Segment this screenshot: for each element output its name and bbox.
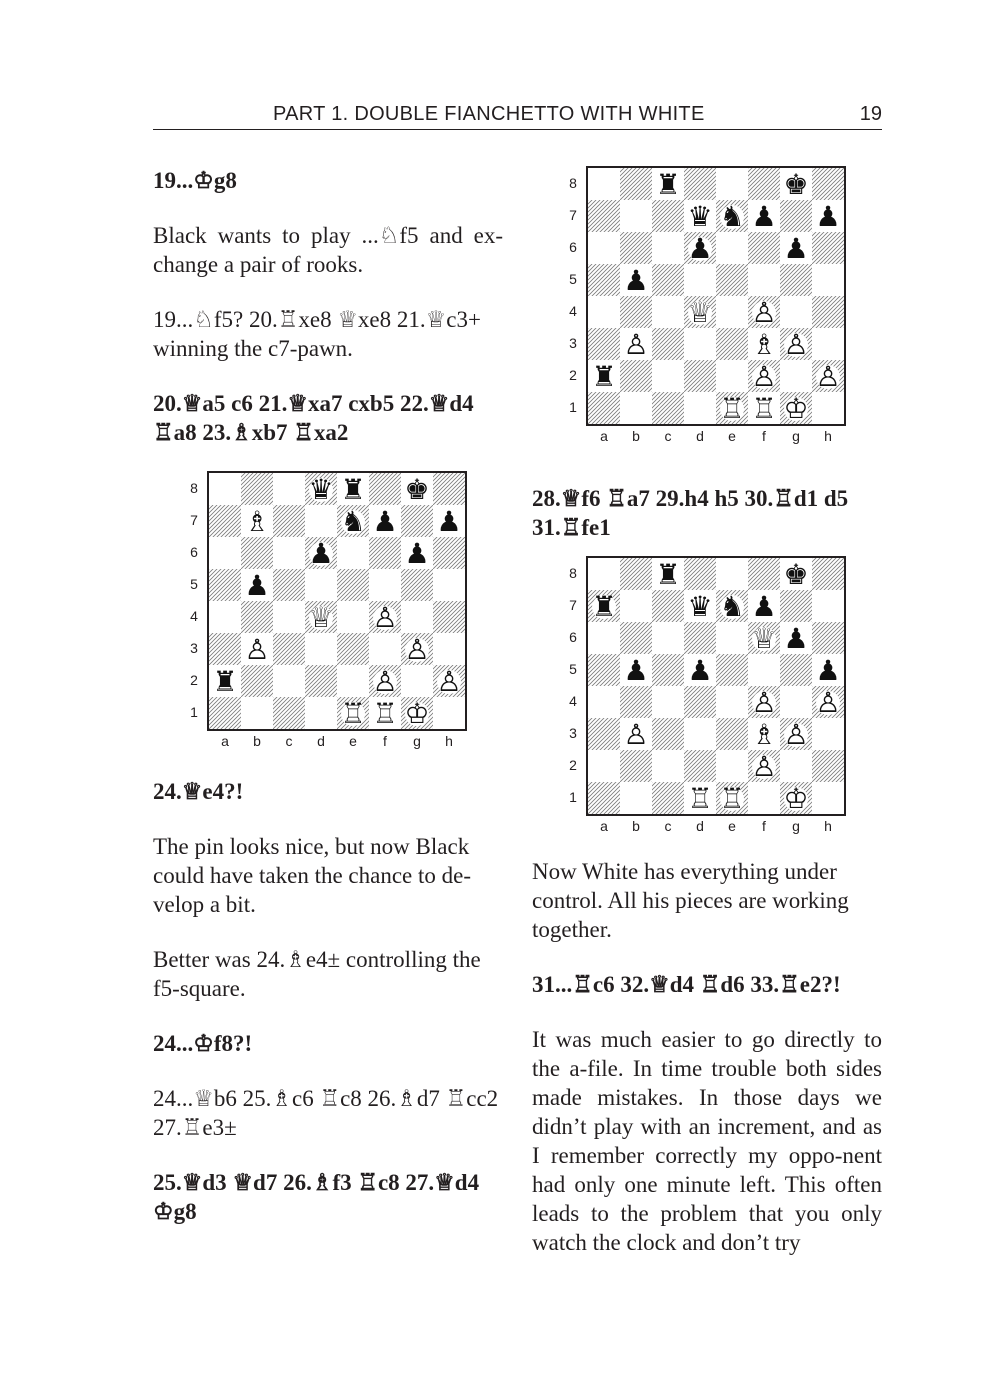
square-c1 (652, 392, 684, 424)
rank-label: 1 (190, 704, 198, 720)
square-h6 (812, 622, 844, 654)
square-a4 (588, 296, 620, 328)
piece-black-g6: ♟ (783, 622, 809, 655)
piece-black-b5: ♟ (623, 654, 649, 687)
file-label: h (824, 818, 832, 834)
square-h5 (433, 569, 465, 601)
file-label: f (383, 733, 387, 749)
piece-black-g6: ♟ (783, 232, 809, 265)
chessboard-svg (588, 168, 844, 424)
square-d6 (684, 622, 716, 654)
file-label: f (762, 818, 766, 834)
square-h3 (812, 718, 844, 750)
file-label: c (664, 818, 672, 834)
square-a3 (209, 633, 241, 665)
square-c8 (273, 473, 305, 505)
square-d2 (684, 360, 716, 392)
square-h3 (812, 328, 844, 360)
square-h1 (433, 697, 465, 729)
piece-black-h7: ♟ (815, 200, 841, 233)
move-heading: 19...♔g8 (153, 168, 237, 193)
square-h5 (812, 264, 844, 296)
square-h3 (433, 633, 465, 665)
square-f6 (748, 232, 780, 264)
file-label: g (413, 733, 421, 749)
square-e5 (337, 569, 369, 601)
square-e3 (716, 718, 748, 750)
piece-white-g1: ♔ (404, 697, 430, 729)
square-g7 (780, 200, 812, 232)
piece-white-g3: ♙ (783, 718, 809, 751)
square-g5 (780, 654, 812, 686)
chapter-title: PART 1. DOUBLE FIANCHETTO WITH WHITE (273, 103, 705, 125)
piece-black-e7: ♞ (719, 590, 745, 623)
piece-white-f2: ♙ (372, 665, 398, 698)
square-f5 (748, 264, 780, 296)
chess-diagram-3 (532, 542, 882, 857)
rank-label: 2 (190, 672, 198, 688)
square-a5 (588, 654, 620, 686)
square-e5 (716, 654, 748, 686)
square-f6 (369, 537, 401, 569)
file-label: c (285, 733, 293, 749)
rank-label: 4 (190, 608, 198, 624)
rank-label: 4 (569, 693, 577, 709)
square-d5 (684, 264, 716, 296)
rank-label: 1 (569, 399, 577, 415)
square-f5 (748, 654, 780, 686)
square-e6 (337, 537, 369, 569)
move-heading: 28.♕f6 ♖a7 29.h4 h5 30.♖d1 d5 31.♖fe1 (532, 486, 849, 540)
square-a5 (588, 264, 620, 296)
square-a7 (209, 505, 241, 537)
rank-label: 6 (569, 629, 577, 645)
move-heading: 24...♔f8?! (153, 1031, 253, 1056)
right-column (532, 166, 882, 1257)
square-e6 (716, 622, 748, 654)
square-h4 (812, 296, 844, 328)
rank-label: 8 (569, 565, 577, 581)
rank-label: 6 (569, 239, 577, 255)
square-b7 (620, 200, 652, 232)
chessboard (207, 471, 467, 731)
piece-white-g3: ♙ (783, 328, 809, 361)
piece-white-f6: ♕ (751, 622, 777, 655)
piece-white-e1: ♖ (340, 697, 366, 729)
file-label: h (445, 733, 453, 749)
paragraph: The pin looks nice, but now Black could have taken the chance to de-velop a bit. (153, 834, 472, 917)
square-a6 (209, 537, 241, 569)
square-e4 (337, 601, 369, 633)
square-b8 (620, 558, 652, 590)
rank-label: 7 (569, 207, 577, 223)
square-d1 (305, 697, 337, 729)
chessboard-svg (588, 558, 844, 814)
file-label: d (696, 818, 704, 834)
piece-black-d5: ♟ (687, 654, 713, 687)
rank-label: 3 (569, 725, 577, 741)
square-a3 (588, 718, 620, 750)
square-a8 (209, 473, 241, 505)
piece-white-f2: ♙ (751, 360, 777, 393)
file-label: b (253, 733, 261, 749)
square-a4 (209, 601, 241, 633)
rank-label: 7 (190, 512, 198, 528)
rank-label: 8 (569, 175, 577, 191)
square-c4 (652, 296, 684, 328)
file-label: a (600, 818, 608, 834)
square-e2 (716, 360, 748, 392)
piece-white-h2: ♙ (815, 360, 841, 393)
square-h8 (433, 473, 465, 505)
square-f1 (748, 782, 780, 814)
piece-black-d6: ♟ (687, 232, 713, 265)
square-c1 (652, 782, 684, 814)
running-header (153, 100, 882, 130)
square-a1 (209, 697, 241, 729)
piece-black-d8: ♛ (308, 473, 334, 506)
square-f8 (748, 168, 780, 200)
square-b2 (241, 665, 273, 697)
square-c3 (652, 328, 684, 360)
page-number: 19 (859, 103, 882, 125)
piece-white-f4: ♙ (372, 601, 398, 634)
square-e8 (716, 168, 748, 200)
square-f5 (369, 569, 401, 601)
square-g4 (780, 686, 812, 718)
square-g5 (780, 264, 812, 296)
square-g7 (780, 590, 812, 622)
square-e3 (337, 633, 369, 665)
square-d2 (305, 665, 337, 697)
square-b4 (620, 296, 652, 328)
square-b6 (241, 537, 273, 569)
piece-white-f4: ♙ (751, 296, 777, 329)
piece-black-c8: ♜ (655, 168, 681, 201)
square-c2 (652, 360, 684, 392)
square-e5 (716, 264, 748, 296)
square-g2 (780, 360, 812, 392)
square-h8 (812, 558, 844, 590)
square-d3 (305, 633, 337, 665)
square-e2 (716, 750, 748, 782)
square-c3 (273, 633, 305, 665)
square-c6 (652, 232, 684, 264)
piece-white-b3: ♙ (244, 633, 270, 666)
square-b7 (620, 590, 652, 622)
square-c5 (273, 569, 305, 601)
square-d5 (305, 569, 337, 601)
piece-white-f1: ♖ (751, 392, 777, 424)
square-h8 (812, 168, 844, 200)
file-label: d (317, 733, 325, 749)
file-label: a (221, 733, 229, 749)
piece-white-g3: ♙ (404, 633, 430, 666)
piece-white-f3: ♗ (751, 718, 777, 751)
rank-label: 7 (569, 597, 577, 613)
square-d3 (684, 718, 716, 750)
move-heading: 25.♕d3 ♕d7 26.♗f3 ♖c8 27.♕d4 ♔g8 (153, 1170, 480, 1224)
square-h6 (812, 232, 844, 264)
file-label: d (696, 428, 704, 444)
file-label: g (792, 428, 800, 444)
square-b4 (241, 601, 273, 633)
piece-black-e7: ♞ (719, 200, 745, 233)
square-d7 (305, 505, 337, 537)
square-h1 (812, 782, 844, 814)
piece-white-h2: ♙ (436, 665, 462, 698)
piece-black-h5: ♟ (815, 654, 841, 687)
square-d2 (684, 750, 716, 782)
piece-black-c8: ♜ (655, 558, 681, 591)
piece-white-g1: ♔ (783, 392, 809, 424)
square-c5 (652, 654, 684, 686)
file-label: c (664, 428, 672, 444)
piece-black-g8: ♚ (404, 473, 430, 506)
piece-black-f7: ♟ (372, 505, 398, 538)
piece-white-d4: ♕ (308, 601, 334, 634)
piece-black-e8: ♜ (340, 473, 366, 506)
piece-black-g8: ♚ (783, 558, 809, 591)
file-label: b (632, 818, 640, 834)
square-a8 (588, 168, 620, 200)
square-d3 (684, 328, 716, 360)
move-heading: 24.♕e4?! (153, 779, 244, 804)
square-f8 (748, 558, 780, 590)
piece-black-h7: ♟ (436, 505, 462, 538)
file-label: b (632, 428, 640, 444)
file-label: f (762, 428, 766, 444)
square-c2 (273, 665, 305, 697)
square-g2 (401, 665, 433, 697)
square-e4 (716, 686, 748, 718)
square-c3 (652, 718, 684, 750)
piece-black-e7: ♞ (340, 505, 366, 538)
square-c1 (273, 697, 305, 729)
file-label: h (824, 428, 832, 444)
square-b2 (620, 750, 652, 782)
square-a2 (588, 750, 620, 782)
piece-black-a7: ♜ (591, 590, 617, 623)
rank-label: 3 (190, 640, 198, 656)
square-h1 (812, 392, 844, 424)
piece-white-f1: ♖ (372, 697, 398, 729)
piece-black-f7: ♟ (751, 590, 777, 623)
piece-white-f3: ♗ (751, 328, 777, 361)
square-a8 (588, 558, 620, 590)
piece-black-g6: ♟ (404, 537, 430, 570)
piece-white-b3: ♙ (623, 328, 649, 361)
square-d8 (684, 558, 716, 590)
square-c4 (273, 601, 305, 633)
square-h4 (433, 601, 465, 633)
piece-white-e1: ♖ (719, 782, 745, 814)
square-b1 (620, 782, 652, 814)
piece-white-b3: ♙ (623, 718, 649, 751)
file-label: e (728, 818, 736, 834)
piece-black-a2: ♜ (212, 665, 238, 698)
square-h7 (812, 590, 844, 622)
square-c7 (273, 505, 305, 537)
square-b1 (241, 697, 273, 729)
rank-label: 8 (190, 480, 198, 496)
rank-label: 5 (190, 576, 198, 592)
square-c5 (652, 264, 684, 296)
square-c7 (652, 590, 684, 622)
chessboard (586, 556, 846, 816)
square-e2 (337, 665, 369, 697)
rank-label: 5 (569, 661, 577, 677)
piece-white-h4: ♙ (815, 686, 841, 719)
square-b6 (620, 622, 652, 654)
square-g7 (401, 505, 433, 537)
square-h2 (812, 750, 844, 782)
square-b4 (620, 686, 652, 718)
square-c2 (652, 750, 684, 782)
chess-diagram-1 (153, 447, 503, 777)
square-g4 (401, 601, 433, 633)
square-f8 (369, 473, 401, 505)
square-g5 (401, 569, 433, 601)
piece-black-a2: ♜ (591, 360, 617, 393)
variation: 19...♘f5? 20.♖xe8 ♕xe8 21.♕c3+ winning the c7-pawn. (153, 307, 481, 361)
piece-black-f7: ♟ (751, 200, 777, 233)
variation: 24...♕b6 25.♗c6 ♖c8 26.♗d7 ♖cc2 27.♖e3± (153, 1086, 499, 1140)
piece-black-g8: ♚ (783, 168, 809, 201)
square-b2 (620, 360, 652, 392)
piece-white-e1: ♖ (719, 392, 745, 424)
move-heading: 31...♖c6 32.♕d4 ♖d6 33.♖e2?! (532, 972, 841, 997)
chess-diagram-2 (532, 166, 882, 484)
piece-black-b5: ♟ (623, 264, 649, 297)
paragraph: Better was 24.♗e4± controlling the f5-square. (153, 947, 481, 1001)
piece-white-f2: ♙ (751, 750, 777, 783)
piece-white-b7: ♗ (244, 505, 270, 538)
square-a1 (588, 782, 620, 814)
square-b1 (620, 392, 652, 424)
paragraph: Now White has everything under control. All his pieces are working together. (532, 859, 849, 942)
piece-black-b5: ♟ (244, 569, 270, 602)
rank-label: 2 (569, 367, 577, 383)
square-c7 (652, 200, 684, 232)
square-a4 (588, 686, 620, 718)
square-b6 (620, 232, 652, 264)
square-e8 (716, 558, 748, 590)
square-a6 (588, 232, 620, 264)
square-d1 (684, 392, 716, 424)
piece-black-d7: ♛ (687, 590, 713, 623)
square-a5 (209, 569, 241, 601)
square-g2 (780, 750, 812, 782)
file-label: g (792, 818, 800, 834)
piece-white-d1: ♖ (687, 782, 713, 814)
left-column (153, 166, 503, 1226)
piece-black-d7: ♛ (687, 200, 713, 233)
chessboard-svg (209, 473, 465, 729)
square-a6 (588, 622, 620, 654)
square-e3 (716, 328, 748, 360)
paragraph: Black wants to play ...♘f5 and ex-change a pair of rooks. (153, 223, 503, 277)
piece-white-d4: ♕ (687, 296, 713, 329)
square-a1 (588, 392, 620, 424)
square-e6 (716, 232, 748, 264)
square-c6 (273, 537, 305, 569)
rank-label: 6 (190, 544, 198, 560)
file-label: e (728, 428, 736, 444)
piece-black-d6: ♟ (308, 537, 334, 570)
square-d4 (684, 686, 716, 718)
square-d8 (684, 168, 716, 200)
square-f3 (369, 633, 401, 665)
square-b8 (620, 168, 652, 200)
rank-label: 4 (569, 303, 577, 319)
rank-label: 3 (569, 335, 577, 351)
file-label: e (349, 733, 357, 749)
file-label: a (600, 428, 608, 444)
piece-white-g1: ♔ (783, 782, 809, 814)
chessboard (586, 166, 846, 426)
square-e4 (716, 296, 748, 328)
rank-label: 1 (569, 789, 577, 805)
rank-label: 5 (569, 271, 577, 287)
paragraph: It was much easier to go directly to the a-file. In time trouble both sides made mistakes. In those days we didn’t play with an increment, and as I remember correctly my oppo-nent had only one minute left. This often leads to the problem that you only watch the clock and don’t try (532, 1027, 882, 1255)
square-a3 (588, 328, 620, 360)
square-h6 (433, 537, 465, 569)
square-c6 (652, 622, 684, 654)
piece-white-f4: ♙ (751, 686, 777, 719)
move-heading: 20.♕a5 c6 21.♕xa7 cxb5 22.♕d4 ♖a8 23.♗xb7 ♖xa2 (153, 391, 474, 445)
square-g4 (780, 296, 812, 328)
square-c4 (652, 686, 684, 718)
rank-label: 2 (569, 757, 577, 773)
square-b8 (241, 473, 273, 505)
square-a7 (588, 200, 620, 232)
